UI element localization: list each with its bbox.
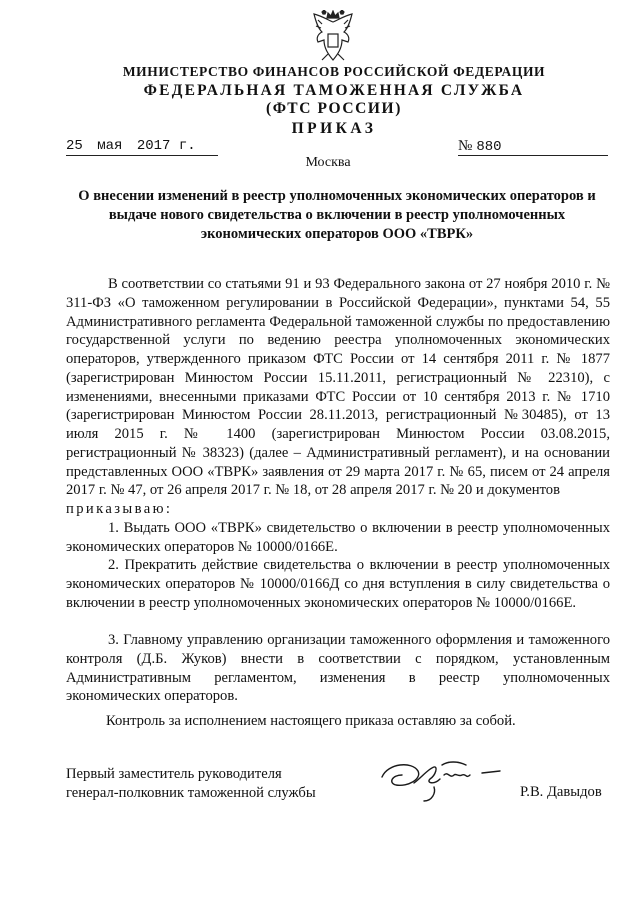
order-item-1: 1. Выдать ООО «ТВРК» свидетельство о включении в реестр уполномоченных экономических операторов № 10000/0166Е. (66, 520, 610, 555)
order-date (66, 138, 218, 156)
ministry-name: МИНИСТЕРСТВО ФИНАНСОВ РОССИЙСКОЙ ФЕДЕРАЦИИ (122, 64, 546, 79)
date-day: 25 (66, 138, 83, 154)
number-sign: № (458, 138, 473, 154)
order-item-2: 2. Прекратить действие свидетельства о включении в реестр уполномоченных экономических операторов № 10000/0166Д со дня вступления в силу свидетельства о включении в реестр уполномоченных экономических операторов № 10000/0166Е. (66, 557, 610, 611)
coat-of-arms-emblem (308, 10, 358, 64)
control-paragraph: Контроль за исполнением настоящего приказа оставляю за собой. (106, 713, 516, 729)
city: Москва (305, 155, 351, 170)
document-title: О внесении изменений в реестр уполномоченных экономических операторов и выдаче нового свидетельства о включении в реестр уполномоченных экономических операторов ООО «ТВРК» (78, 188, 596, 242)
order-item-3: 3. Главному управлению организации таможенного оформления и таможенного контроля (Д.Б. Жуков) внести в соответствии с порядком, установленным Административным регламентом, изменения в реестр уполномоченных экономических операторов. (66, 632, 610, 705)
position-line-1: Первый заместитель руководителя (66, 766, 282, 782)
date-year: 2017 г. (136, 138, 196, 154)
preamble-paragraph: В соответствии со статьями 91 и 93 Федерального закона от 27 ноября 2010 г. № 311-ФЗ «О таможенном регулировании в Российской Федерации», пунктами 54, 55 Административного регламента Федеральной таможенной службы по предоставлению государственной услуги по ведению реестра уполномоченных экономических операторов, утвержденного приказом ФТС России от 14 сентября 2011 г. № 1877 (зарегистрирован Минюстом России 15.11.2011, регистрационный № 22310), с изменениями, внесенными приказами ФТС России от 10 сентября 2013 г. № 1710 (зарегистрирован Минюстом России 28.11.2013, регистрационный №30485), от 13 июля 2015 г. № 1400 (зарегистрирован Минюстом России 03.08.2015, регистрационный № 38323) (далее – Административный регламент), и на основании представленных ООО «ТВРК» заявления от 29 марта 2017 г. № 65, писем от 24 апреля 2017 г. № 47, от 26 апреля 2017 г. № 18, от 28 апреля 2017 г. № 20 и документов (66, 276, 610, 499)
document-type: ПРИКАЗ (291, 120, 377, 137)
signatory-position (66, 765, 316, 803)
service-name: ФЕДЕРАЛЬНАЯ ТАМОЖЕННАЯ СЛУЖБА (143, 82, 525, 99)
date-month: мая (97, 138, 123, 154)
order-word: приказываю: (66, 501, 173, 517)
position-line-2: генерал-полковник таможенной службы (66, 784, 316, 801)
service-short-name: (ФТС РОССИИ) (266, 100, 402, 117)
handwritten-signature (378, 757, 518, 805)
signatory-name: Р.В. Давыдов (520, 784, 602, 800)
order-number (458, 138, 608, 156)
number-value: 880 (476, 139, 502, 155)
